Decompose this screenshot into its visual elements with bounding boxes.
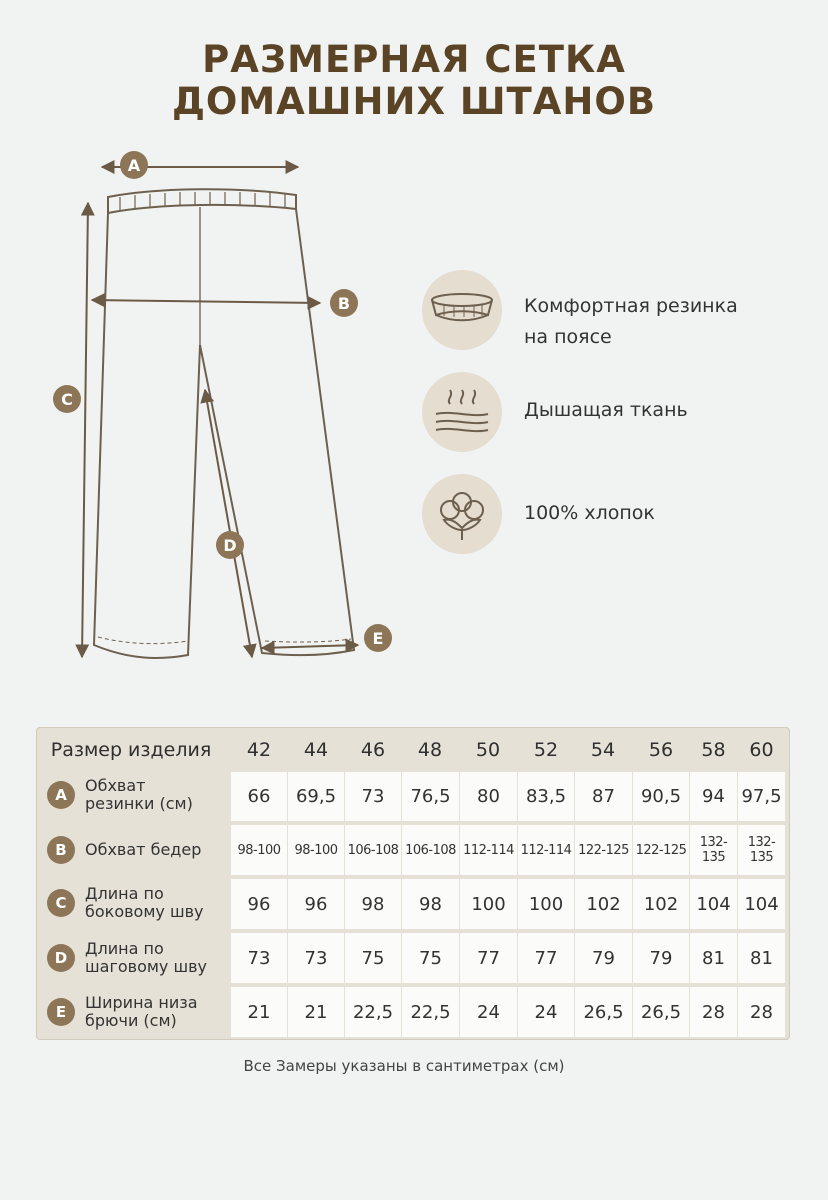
- measurement-arrows: [82, 167, 358, 657]
- table-cell: 104: [690, 879, 737, 929]
- table-cell: 112-114: [460, 825, 517, 875]
- measurement-footnote: Все Замеры указаны в сантиметрах (см): [243, 1057, 565, 1075]
- svg-text:A: A: [127, 156, 141, 175]
- table-cell: 98-100: [231, 825, 287, 875]
- size-header-cell: 52: [533, 739, 559, 761]
- size-header-cell: 58: [701, 739, 726, 761]
- marker-e: [364, 624, 392, 652]
- table-cell: 98: [345, 879, 401, 929]
- table-cell: 102: [575, 879, 632, 929]
- pants-diagram: [40, 145, 384, 670]
- feature-breathable-line1: Дышащая ткань: [524, 399, 688, 421]
- table-cell: 73: [231, 933, 287, 983]
- table-cell: 79: [633, 933, 689, 983]
- table-cell: 73: [345, 772, 401, 821]
- svg-text:C: C: [61, 390, 73, 409]
- row-label-c: Длина по боковому шву: [85, 884, 204, 921]
- table-cell: 96: [231, 879, 287, 929]
- table-cell: 22,5: [402, 987, 459, 1037]
- table-cell: 26,5: [633, 987, 689, 1037]
- table-cell: 112-114: [518, 825, 574, 875]
- row-badge-d: D: [47, 944, 75, 972]
- row-label-e: Ширина низа брючи (см): [85, 993, 198, 1030]
- table-cell: 28: [690, 987, 737, 1037]
- svg-text:B: B: [337, 294, 351, 313]
- table-cell: 79: [575, 933, 632, 983]
- breathable-fabric-icon: [422, 372, 502, 452]
- marker-d: [216, 531, 244, 559]
- table-cell: 106-108: [345, 825, 401, 875]
- size-header-cell: 44: [303, 739, 329, 761]
- table-cell: 100: [518, 879, 574, 929]
- row-badge-c: C: [47, 889, 75, 917]
- feature-waistband-line2: на поясе: [524, 326, 612, 348]
- table-cell: 81: [738, 933, 785, 983]
- row-label-d: Длина по шаговому шву: [85, 939, 208, 976]
- row-label-b: Обхват бедер: [85, 840, 202, 859]
- size-header-cell: 50: [475, 739, 501, 761]
- table-cell: 73: [288, 933, 344, 983]
- feature-waistband-line1: Комфортная резинка: [524, 295, 738, 317]
- table-cell: 75: [402, 933, 459, 983]
- pants-outline: [94, 189, 354, 658]
- size-header-cell: 48: [417, 739, 443, 761]
- row-badge-b: B: [47, 836, 75, 864]
- row-badge-a: A: [47, 781, 75, 809]
- cotton-flower-icon: [422, 474, 502, 554]
- table-cell: 90,5: [633, 772, 689, 821]
- table-cell: 21: [231, 987, 287, 1037]
- feature-cotton-line1: 100% хлопок: [524, 502, 655, 524]
- table-cell: 98: [402, 879, 459, 929]
- table-cell: 132-135: [738, 825, 785, 875]
- table-cell: 97,5: [738, 772, 785, 821]
- table-cell: 26,5: [575, 987, 632, 1037]
- row-label-a: Обхват резинки (см): [85, 776, 193, 813]
- page-title-line-1: РАЗМЕРНАЯ СЕТКА: [202, 38, 626, 81]
- table-cell: 24: [460, 987, 517, 1037]
- size-table: [36, 727, 790, 1040]
- table-cell: 87: [575, 772, 632, 821]
- size-header-cell: 56: [648, 739, 674, 761]
- table-cell: 96: [288, 879, 344, 929]
- svg-text:D: D: [223, 536, 237, 555]
- waistband-icon: [422, 270, 502, 350]
- table-cell: 83,5: [518, 772, 574, 821]
- table-cell: 21: [288, 987, 344, 1037]
- marker-b: [330, 289, 358, 317]
- table-cell: 77: [518, 933, 574, 983]
- table-cell: 122-125: [633, 825, 689, 875]
- table-cell: 80: [460, 772, 517, 821]
- table-cell: 94: [690, 772, 737, 821]
- size-header-cell: 42: [246, 739, 272, 761]
- marker-c: [53, 385, 81, 413]
- table-cell: 81: [690, 933, 737, 983]
- table-cell: 102: [633, 879, 689, 929]
- table-cell: 132-135: [690, 825, 737, 875]
- size-header-label: Размер изделия: [50, 739, 212, 761]
- table-cell: 75: [345, 933, 401, 983]
- table-cell: 106-108: [402, 825, 459, 875]
- marker-a: [120, 151, 148, 179]
- table-cell: 69,5: [288, 772, 344, 821]
- table-cell: 98-100: [288, 825, 344, 875]
- table-cell: 22,5: [345, 987, 401, 1037]
- svg-text:E: E: [372, 629, 384, 648]
- table-cell: 76,5: [402, 772, 459, 821]
- table-cell: 24: [518, 987, 574, 1037]
- page-title-line-2: ДОМАШНИХ ШТАНОВ: [171, 80, 657, 123]
- table-cell: 122-125: [575, 825, 632, 875]
- table-cell: 100: [460, 879, 517, 929]
- size-header-cell: 60: [749, 739, 774, 761]
- table-cell: 104: [738, 879, 785, 929]
- size-header-cell: 54: [590, 739, 616, 761]
- size-header-cell: 46: [360, 739, 386, 761]
- table-cell: 66: [231, 772, 287, 821]
- row-badge-e: E: [47, 998, 75, 1026]
- table-cell: 28: [738, 987, 785, 1037]
- table-cell: 77: [460, 933, 517, 983]
